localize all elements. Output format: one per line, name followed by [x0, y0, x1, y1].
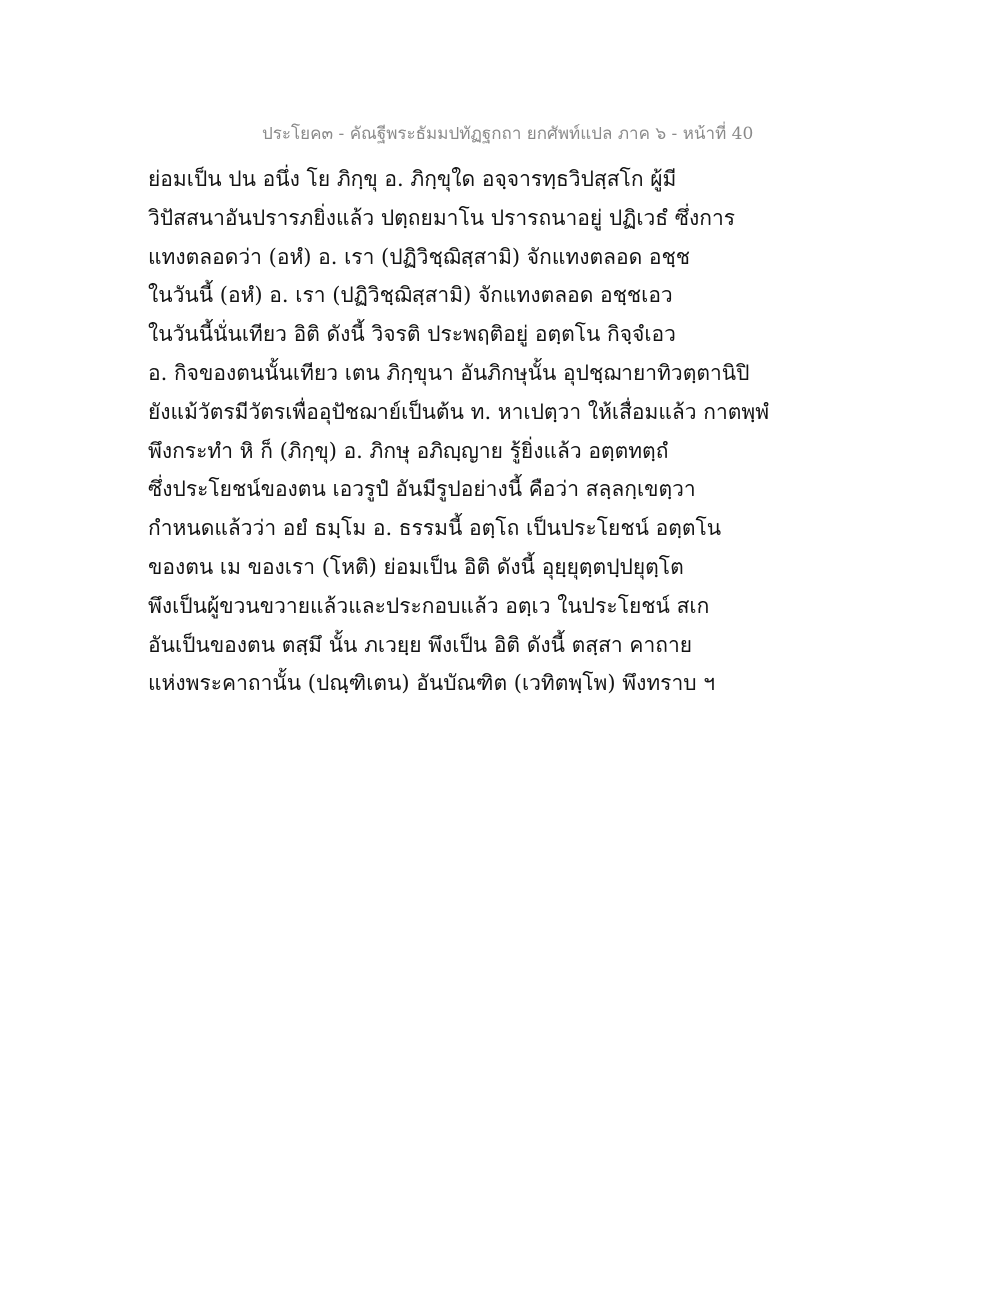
text-line: วิปัสสนาอันปรารภยิ่งแล้ว ปตฺถยมาโน ปรารถนาอยู่ ปฏิเวธํ ซึ่งการ — [148, 205, 736, 230]
text-line: พึงกระทำ หิ ก็ (ภิกฺขุ) อ. ภิกษุ อภิญฺญาย รู้ยิ่งแล้ว อตฺตทตฺถํ — [148, 438, 669, 463]
text-line: อันเป็นของตน ตสฺมึ นั้น ภเวยฺย พึงเป็น อิติ ดังนี้ ตสฺสา คาถาย — [148, 632, 693, 657]
text-line: กำหนดแล้วว่า อยํ ธมฺโม อ. ธรรมนี้ อตฺโถ เป็นประโยชน์ อตฺตโน — [148, 516, 722, 541]
body-text — [148, 160, 770, 703]
text-line: ซึ่งประโยชน์ของตน เอวรูปํ อันมีรูปอย่างนี้ คือว่า สลฺลกฺเขตฺวา — [148, 477, 696, 502]
text-line: ของตน เม ของเรา (โหติ) ย่อมเป็น อิติ ดังนี้ อุยฺยุตฺตปฺปยุตฺโต — [148, 554, 684, 579]
text-line: ย่อมเป็น ปน อนึ่ง โย ภิกฺขุ อ. ภิกฺขุใด อจฺจารทฺธวิปสฺสโก ผู้มี — [148, 167, 677, 191]
running-header: ประโยค๓ - คัณฐีพระธัมมปทัฏฐกถา ยกศัพท์แปล ภาค ๖ - หน้าที่ 40 — [262, 124, 754, 144]
text-line: อ. กิจของตนนั้นเทียว เตน ภิกฺขุนา อันภิกษุนั้น อุปชฺฌายาทิวตฺตานิปิ — [148, 360, 750, 385]
text-line: ในวันนี้นั่นเทียว อิติ ดังนี้ วิจรติ ประพฤติอยู่ อตฺตโน กิจฺจํเอว — [148, 322, 676, 347]
text-line: แทงตลอดว่า (อหํ) อ. เรา (ปฏิวิชฺฌิสฺสามิ) จักแทงตลอด อชฺช — [148, 244, 691, 269]
text-line: แห่งพระคาถานั้น (ปณฺฑิเตน) อันบัณฑิต (เวทิตพฺโพ) พึงทราบ ฯ — [148, 671, 716, 696]
text-line: ยังแม้วัตรมีวัตรเพื่ออุปัชฌาย์เป็นต้น ท. หาเปตฺวา ให้เสื่อมแล้ว กาตพฺพํ — [148, 399, 770, 424]
text-line: ในวันนี้ (อหํ) อ. เรา (ปฏิวิชฺฌิสฺสามิ) จักแทงตลอด อชฺชเอว — [148, 283, 673, 308]
text-line: พึงเป็นผู้ขวนขวายแล้วและประกอบแล้ว อตฺเว ในประโยชน์ สเก — [148, 593, 710, 618]
